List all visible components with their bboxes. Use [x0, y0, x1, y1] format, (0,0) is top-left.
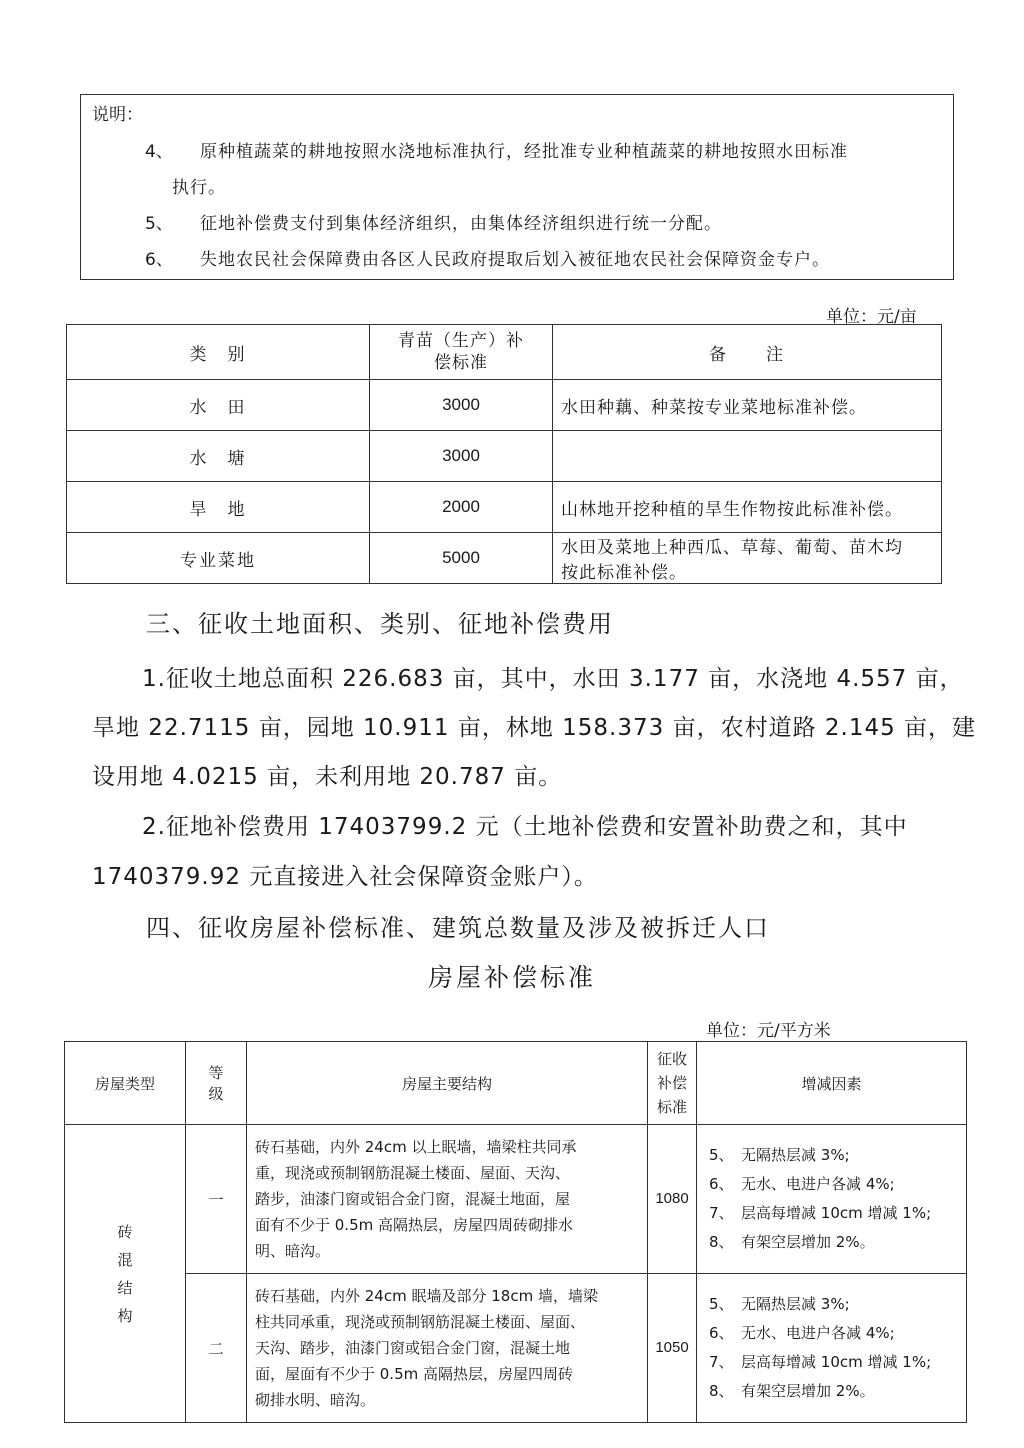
house-type-char: 构 [117, 1306, 133, 1325]
structure-line: 明、暗沟。 [255, 1242, 331, 1260]
header-category: 类 别 [67, 325, 370, 380]
structure-line: 天沟、踏步，油漆门窗或铝合金门窗，混凝土地 [255, 1339, 571, 1357]
paragraph-line: 1740379.92 元直接进入社会保障资金账户）。 [92, 864, 598, 890]
note-number: 6、 [145, 250, 173, 270]
table-row [65, 1274, 967, 1423]
row-remark: 水田种藕、种菜按专业菜地标准补偿。 [553, 380, 942, 431]
table-row [67, 380, 942, 431]
row-category: 水 塘 [67, 431, 370, 482]
note-number: 5、 [145, 214, 173, 234]
header-house-type: 房屋类型 [65, 1042, 186, 1125]
paragraph-line: 旱地 22.7115 亩，园地 10.911 亩，林地 158.373 亩，农村道路 2.145 亩，建 [92, 715, 977, 741]
section-heading: 三、征收土地面积、类别、征地补偿费用 [146, 610, 614, 638]
factor-item: 6、 无水、电进户各减 4%; [709, 1324, 895, 1342]
note-number: 4、 [145, 142, 173, 162]
structure-line: 柱共同承重，现浇或预制钢筋混凝土楼面、屋面、 [255, 1313, 586, 1331]
house-compensation-table [64, 1041, 967, 1423]
header-standard [370, 325, 553, 380]
price-cell: 1080 [648, 1125, 697, 1274]
structure-line: 砖石基础，内外 24cm 眠墙及部分 18cm 墙，墙梁 [255, 1287, 598, 1305]
factors-cell [697, 1274, 967, 1423]
structure-line: 面有不少于 0.5m 高隔热层，房屋四周砖砌排水 [255, 1216, 574, 1234]
house-type-char: 结 [117, 1278, 133, 1297]
paragraph-line: 设用地 4.0215 亩，未利用地 20.787 亩。 [92, 764, 563, 790]
notes-title: 说明： [92, 105, 143, 125]
factors-cell [697, 1125, 967, 1274]
note-text: 失地农民社会保障费由各区人民政府提取后划入被征地农民社会保障资金专户。 [200, 250, 830, 270]
header-grade-line: 级 [208, 1085, 224, 1103]
note-text-continued: 执行。 [172, 178, 226, 198]
header-factors: 增减因素 [697, 1042, 967, 1125]
header-standard-line2: 偿标准 [434, 353, 488, 373]
header-price-line: 征收 [656, 1050, 687, 1068]
crop-table-unit: 单位：元/亩 [826, 307, 917, 327]
factor-item: 7、 层高每增减 10cm 增减 1%; [709, 1353, 932, 1371]
section-heading: 四、征收房屋补偿标准、建筑总数量及涉及被拆迁人口 [146, 914, 770, 942]
row-standard: 3000 [370, 431, 553, 482]
grade-cell: 二 [186, 1274, 247, 1423]
row-category: 水 田 [67, 380, 370, 431]
structure-line: 砌排水明、暗沟。 [255, 1391, 376, 1409]
row-remark: 山林地开挖种植的旱生作物按此标准补偿。 [553, 482, 942, 533]
header-grade-line: 等 [208, 1064, 224, 1082]
factor-item: 5、 无隔热层减 3%; [709, 1295, 850, 1313]
paragraph-line: 2.征地补偿费用 17403799.2 元（土地补偿费和安置补助费之和，其中 [142, 814, 908, 840]
house-type-char: 砖 [117, 1222, 133, 1241]
factor-item: 8、 有架空层增加 2%。 [709, 1233, 875, 1251]
row-remark-line1: 水田及菜地上种西瓜、草莓、葡萄、苗木均 [561, 538, 903, 558]
structure-line: 面，屋面有不少于 0.5m 高隔热层，房屋四周砖 [255, 1365, 574, 1383]
row-category: 专业菜地 [67, 533, 370, 584]
row-standard: 3000 [370, 380, 553, 431]
structure-line: 踏步，油漆门窗或铝合金门窗，混凝土地面，屋 [255, 1190, 571, 1208]
price-cell: 1050 [648, 1274, 697, 1423]
factor-item: 7、 层高每增减 10cm 增减 1%; [709, 1204, 932, 1222]
factor-item: 5、 无隔热层减 3%; [709, 1146, 850, 1164]
structure-line: 砖石基础，内外 24cm 以上眠墙，墙梁柱共同承 [255, 1138, 577, 1156]
structure-cell [247, 1274, 648, 1423]
table-row [65, 1125, 967, 1274]
paragraph-line: 1.征收土地总面积 226.683 亩，其中，水田 3.177 亩，水浇地 4.557 亩， [142, 666, 964, 692]
row-remark [553, 431, 942, 482]
row-category: 旱 地 [67, 482, 370, 533]
row-standard: 2000 [370, 482, 553, 533]
structure-line: 重，现浇或预制钢筋混凝土楼面、屋面、天沟、 [255, 1164, 571, 1182]
factor-item: 8、 有架空层增加 2%。 [709, 1382, 875, 1400]
grade-cell: 一 [186, 1125, 247, 1274]
header-remark: 备 注 [553, 325, 942, 380]
header-price [648, 1042, 697, 1125]
header-price-line: 补偿 [656, 1074, 687, 1092]
note-text: 征地补偿费支付到集体经济组织，由集体经济组织进行统一分配。 [200, 214, 722, 234]
house-type-cell [65, 1125, 186, 1423]
table-row [67, 431, 942, 482]
structure-cell [247, 1125, 648, 1274]
table-row [67, 533, 942, 584]
table-header-row [65, 1042, 967, 1125]
crop-compensation-table [66, 324, 942, 584]
header-price-line: 标准 [656, 1098, 687, 1116]
table-title: 房屋补偿标准 [427, 963, 596, 992]
house-type-char: 混 [117, 1250, 133, 1269]
header-grade [186, 1042, 247, 1125]
table-row [67, 482, 942, 533]
table-header-row [67, 325, 942, 380]
row-standard: 5000 [370, 533, 553, 584]
row-remark [553, 533, 942, 584]
factor-item: 6、 无水、电进户各减 4%; [709, 1175, 895, 1193]
header-structure: 房屋主要结构 [247, 1042, 648, 1125]
row-remark-line2: 按此标准补偿。 [561, 563, 687, 583]
note-text: 原种植蔬菜的耕地按照水浇地标准执行，经批准专业种植蔬菜的耕地按照水田标准 [200, 142, 848, 162]
house-table-unit: 单位：元/平方米 [706, 1021, 831, 1041]
header-standard-line1: 青苗（生产）补 [398, 331, 524, 351]
